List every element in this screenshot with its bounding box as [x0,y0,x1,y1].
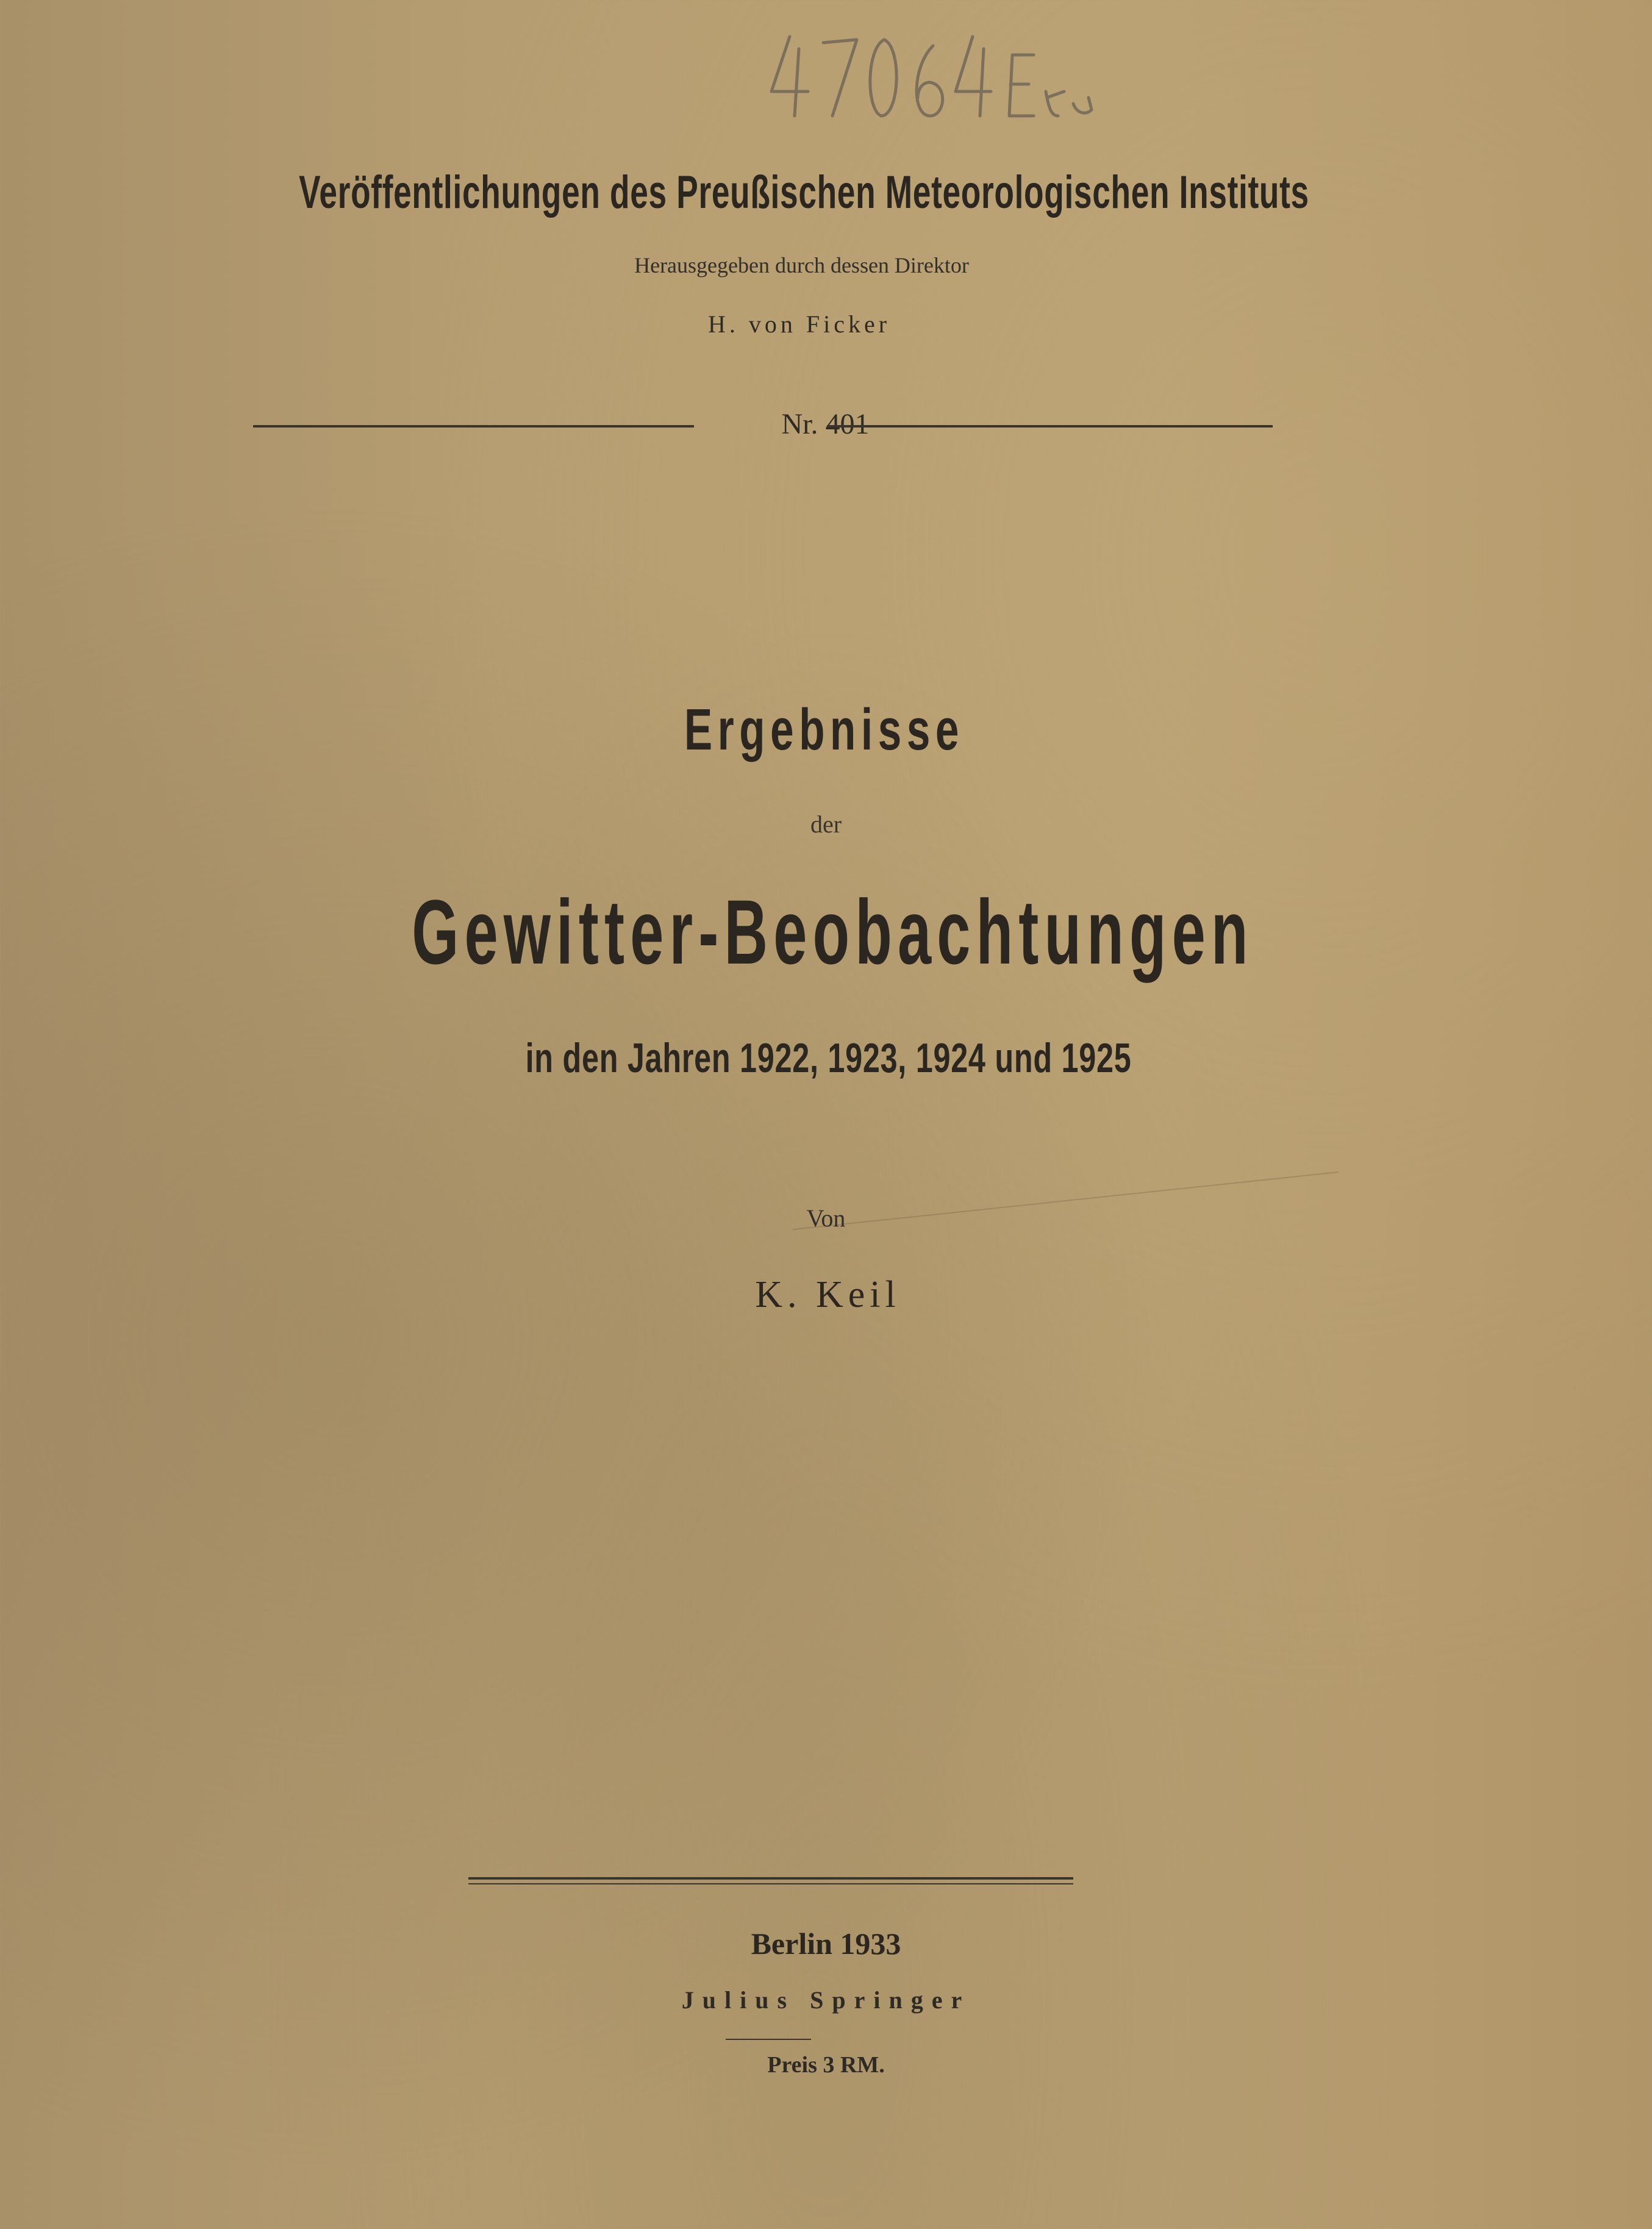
imprint-place-year: Berlin 1933 [751,1927,901,1961]
imprint-rule-top [468,1877,1073,1880]
series-number: Nr. 401 [781,408,870,440]
handwritten-annotation [765,24,1107,128]
title-ergebnisse: Ergebnisse [684,697,965,762]
publisher-name: Julius Springer [681,1986,971,2014]
price: Preis 3 RM. [767,2052,885,2078]
price-rule [726,2039,811,2040]
edited-by-line: Herausgegeben durch dessen Direktor [634,253,969,277]
director-name: H. von Ficker [707,310,891,338]
title-main: Gewitter-Beobachtungen [412,881,1254,983]
imprint-rule-bottom [468,1883,1073,1884]
rule-right [827,425,1273,428]
by-line: Von [806,1204,846,1232]
title-years: in den Jahren 1922, 1923, 1924 und 1925 [525,1035,1132,1081]
title-der: der [810,810,842,838]
series-title: Veröffentlichungen des Preußischen Meteorologischen Instituts [299,166,1309,218]
author-name: K. Keil [755,1274,901,1315]
